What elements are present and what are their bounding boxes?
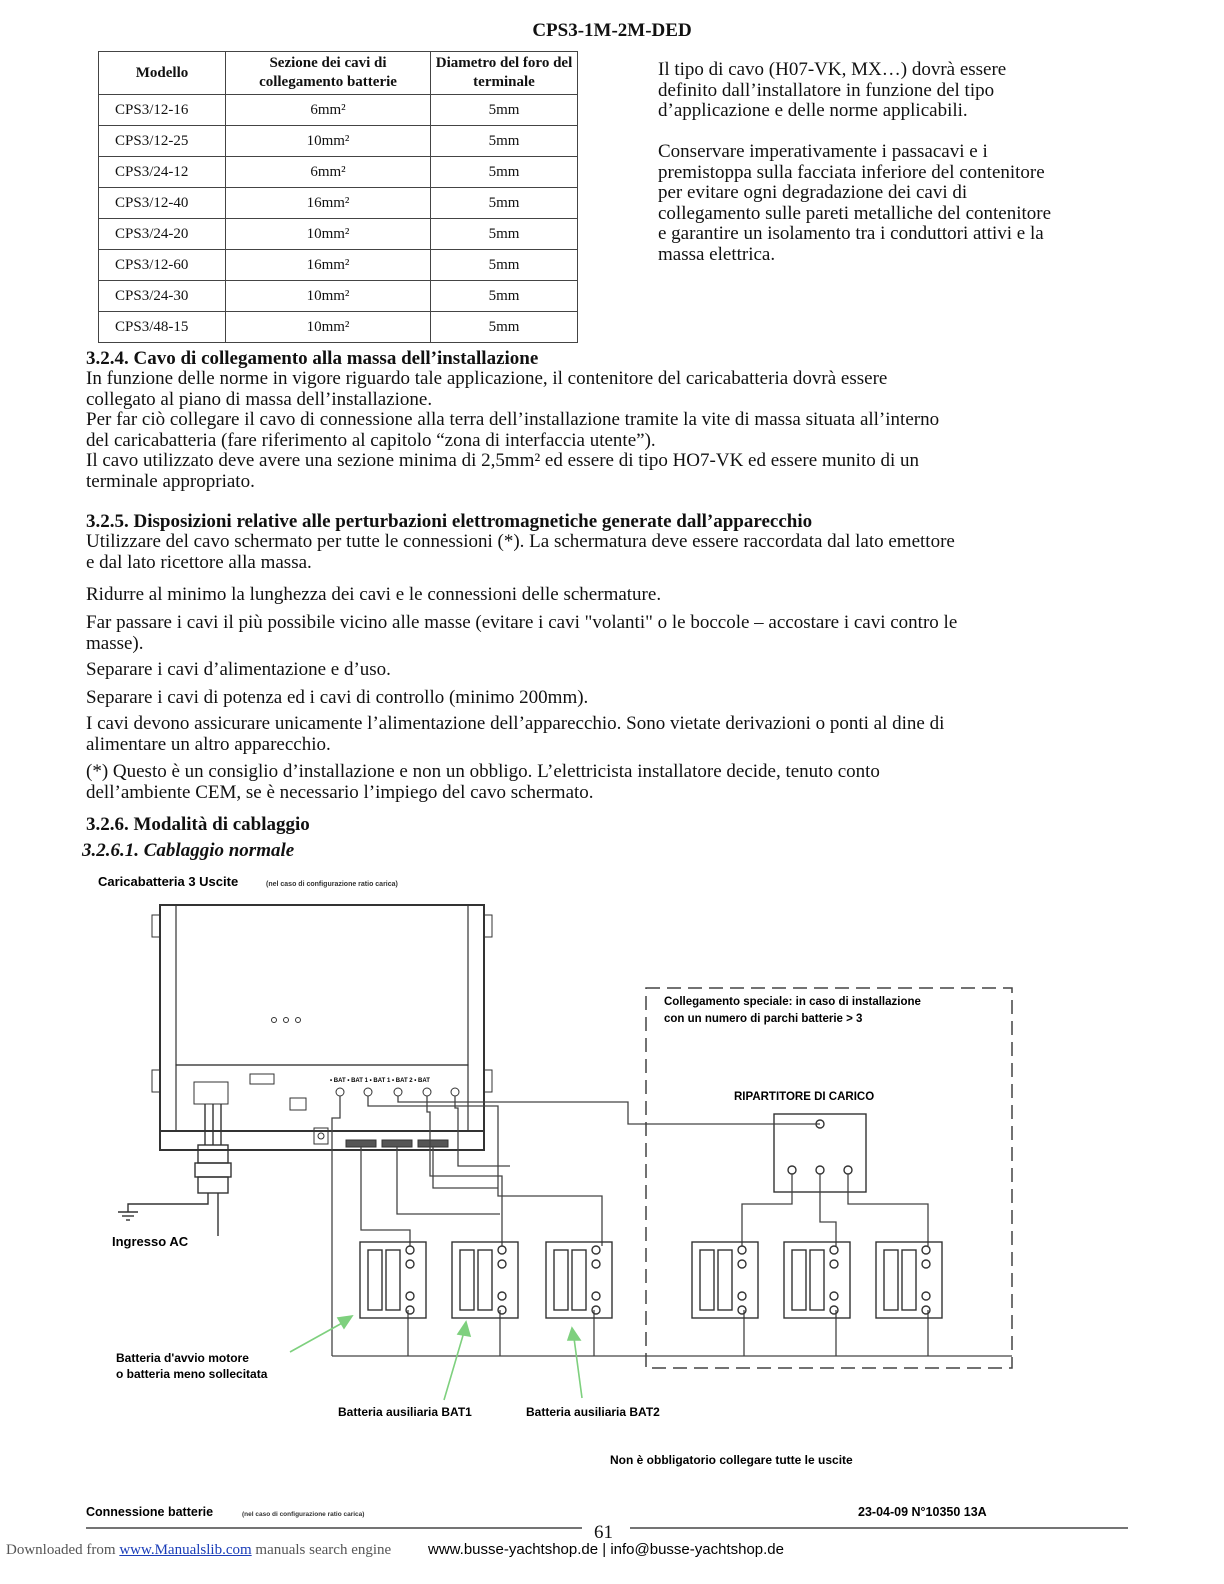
text-line: Il cavo utilizzato deve avere una sezione minima di 2,5mm² ed essere di tipo HO7-VK ed essere munito di un — [86, 450, 920, 471]
text-line: del caricabatteria (fare riferimento al capitolo “zona di interfaccia utente”). — [86, 429, 656, 451]
page-number: 61 — [594, 1522, 613, 1543]
diagram-title-note: (nel caso di configurazione ratio carica) — [266, 881, 398, 888]
cell-model: CPS3/12-40 — [99, 188, 226, 219]
cell-model: CPS3/24-20 — [99, 219, 226, 250]
battery-icon — [692, 1242, 758, 1318]
cell-cable-section: 10mm² — [226, 219, 431, 250]
ground-icon — [118, 1212, 138, 1220]
diagram-title: Caricabatteria 3 Uscite — [98, 874, 239, 889]
connection-note: (nel caso di configurazione ratio carica) — [242, 1511, 365, 1518]
text-line: terminale appropriato. — [86, 470, 255, 492]
starter-battery-line1: Batteria d'avvio motore — [116, 1351, 249, 1365]
manualslib-link[interactable]: www.Manualslib.com — [119, 1542, 252, 1558]
text-line: dell’ambiente CEM, se è necessario l’impiego del cavo schermato. — [86, 781, 594, 803]
text-line: e dal lato ricettore alla massa. — [86, 551, 312, 573]
text-line: Ridurre al minimo la lunghezza dei cavi e le connessioni delle schermature. — [86, 584, 662, 605]
battery-icon — [784, 1242, 850, 1318]
text-line: Per far ciò collegare il cavo di connessione alla terra dell’installazione tramite la vite di massa situata all’interno — [86, 409, 940, 430]
ac-input-gland — [128, 1104, 231, 1236]
text-line: alimentare un altro apparecchio. — [86, 733, 331, 755]
text-line: Separare i cavi di potenza ed i cavi di controllo (minimo 200mm). — [86, 687, 589, 708]
starter-battery-line2: o batteria meno sollecitata — [116, 1367, 268, 1381]
arrow-aux-bat2 — [568, 1328, 582, 1398]
cell-cable-section: 6mm² — [226, 157, 431, 188]
not-mandatory-note: Non è obbligatorio collegare tutte le uscite — [610, 1453, 853, 1467]
text-line: Far passare i cavi il più possibile vicino alle masse (evitare i cavi "volanti" o le boccole – accostare i cavi contro le — [86, 612, 958, 633]
aux-bat2-label: Batteria ausiliaria BAT2 — [526, 1405, 660, 1419]
text-line: collegamento sulle pareti metalliche del contenitore — [658, 202, 1052, 224]
ac-input-label: Ingresso AC — [112, 1234, 189, 1249]
text-line: massa elettrica. — [658, 243, 776, 265]
cell-hole-diameter: 5mm — [431, 219, 578, 250]
charger-unit — [152, 905, 492, 1150]
terminal-labels: • BAT • BAT 1 • BAT 1 • BAT 2 • BAT — [330, 1078, 430, 1084]
battery-icon — [452, 1242, 518, 1318]
battery-icon — [876, 1242, 942, 1318]
text-line: Conservare imperativamente i passacavi e i — [658, 141, 988, 162]
splitter-label: RIPARTITORE DI CARICO — [734, 1091, 875, 1103]
battery-icon — [546, 1242, 612, 1318]
cell-cable-section: 10mm² — [226, 126, 431, 157]
wiring-lines — [332, 1096, 1012, 1356]
cell-hole-diameter: 5mm — [431, 281, 578, 312]
text-line: I cavi devono assicurare unicamente l’alimentazione dell’apparecchio. Sono vietate derivazioni o ponti al dine di — [86, 713, 945, 734]
cell-cable-section: 16mm² — [226, 250, 431, 281]
cell-model: CPS3/12-25 — [99, 126, 226, 157]
text-line: (*) Questo è un consiglio d’installazione e non un obbligo. L’elettricista installatore decide, tenuto conto — [86, 761, 880, 782]
document-reference: 23-04-09 N°10350 13A — [858, 1505, 987, 1519]
text-line: Separare i cavi d’alimentazione e d’uso. — [86, 659, 391, 680]
text-line: definito dall’installatore in funzione del tipo — [658, 79, 995, 101]
text-line: premistoppa sulla facciata inferiore del contenitore — [658, 161, 1045, 183]
cell-cable-section: 16mm² — [226, 188, 431, 219]
page-title: CPS3-1M-2M-DED — [532, 20, 692, 41]
text-line: In funzione delle norme in vigore riguardo tale applicazione, il contenitore del caricabatteria dovrà essere — [86, 368, 888, 389]
cell-hole-diameter: 5mm — [431, 157, 578, 188]
cell-model: CPS3/12-16 — [99, 95, 226, 126]
arrow-aux-bat1 — [444, 1322, 470, 1400]
arrow-starter-battery — [290, 1316, 352, 1352]
text-line: e garantire un isolamento tra i conduttori attivi e la — [658, 223, 1044, 244]
cell-model: CPS3/24-30 — [99, 281, 226, 312]
header-hole-diameter: Diametro del foro del terminale — [431, 52, 578, 95]
special-box-line1: Collegamento speciale: in caso di installazione — [664, 996, 921, 1008]
download-prefix: Downloaded from — [6, 1542, 116, 1558]
cell-cable-section: 10mm² — [226, 312, 431, 343]
cell-cable-section: 10mm² — [226, 281, 431, 312]
section-3-2-6-1-heading: 3.2.6.1. Cablaggio normale — [82, 840, 295, 861]
cell-model: CPS3/48-15 — [99, 312, 226, 343]
special-connection-box — [646, 988, 1012, 1368]
section-3-2-6-heading: 3.2.6. Modalità di cablaggio — [86, 814, 310, 835]
text-line: masse). — [86, 632, 144, 654]
cell-model: CPS3/12-60 — [99, 250, 226, 281]
text-line: d’applicazione e delle norme applicabili. — [658, 100, 968, 121]
text-line: per evitare ogni degradazione dei cavi di — [658, 182, 968, 203]
cell-model: CPS3/24-12 — [99, 157, 226, 188]
cell-hole-diameter: 5mm — [431, 95, 578, 126]
section-3-2-4-heading: 3.2.4. Cavo di collegamento alla massa dell’installazione — [86, 348, 539, 369]
download-suffix: manuals search engine — [255, 1542, 392, 1558]
battery-icon — [360, 1242, 426, 1318]
special-box-line2: con un numero di parchi batterie > 3 — [664, 1013, 863, 1025]
cell-hole-diameter: 5mm — [431, 188, 578, 219]
shop-contact: www.busse-yachtshop.de | info@busse-yachtshop.de — [428, 1541, 784, 1558]
cell-hole-diameter: 5mm — [431, 126, 578, 157]
cell-hole-diameter: 5mm — [431, 312, 578, 343]
aux-bat1-label: Batteria ausiliaria BAT1 — [338, 1405, 472, 1419]
text-line: Utilizzare del cavo schermato per tutte le connessioni (*). La schermatura deve essere raccordata dal lato emettore — [86, 531, 955, 552]
section-3-2-5-heading: 3.2.5. Disposizioni relative alle perturbazioni elettromagnetiche generate dall’apparecchio — [86, 511, 813, 532]
text-line: collegato al piano di massa dell’installazione. — [86, 388, 433, 410]
connection-label: Connessione batterie — [86, 1505, 214, 1519]
header-cable-section: Sezione dei cavi di collegamento batterie — [226, 52, 431, 95]
header-model: Modello — [99, 52, 226, 95]
download-credit — [6, 1542, 391, 1559]
cell-cable-section: 6mm² — [226, 95, 431, 126]
cell-hole-diameter: 5mm — [431, 250, 578, 281]
text-line: Il tipo di cavo (H07-VK, MX…) dovrà essere — [658, 59, 1007, 80]
